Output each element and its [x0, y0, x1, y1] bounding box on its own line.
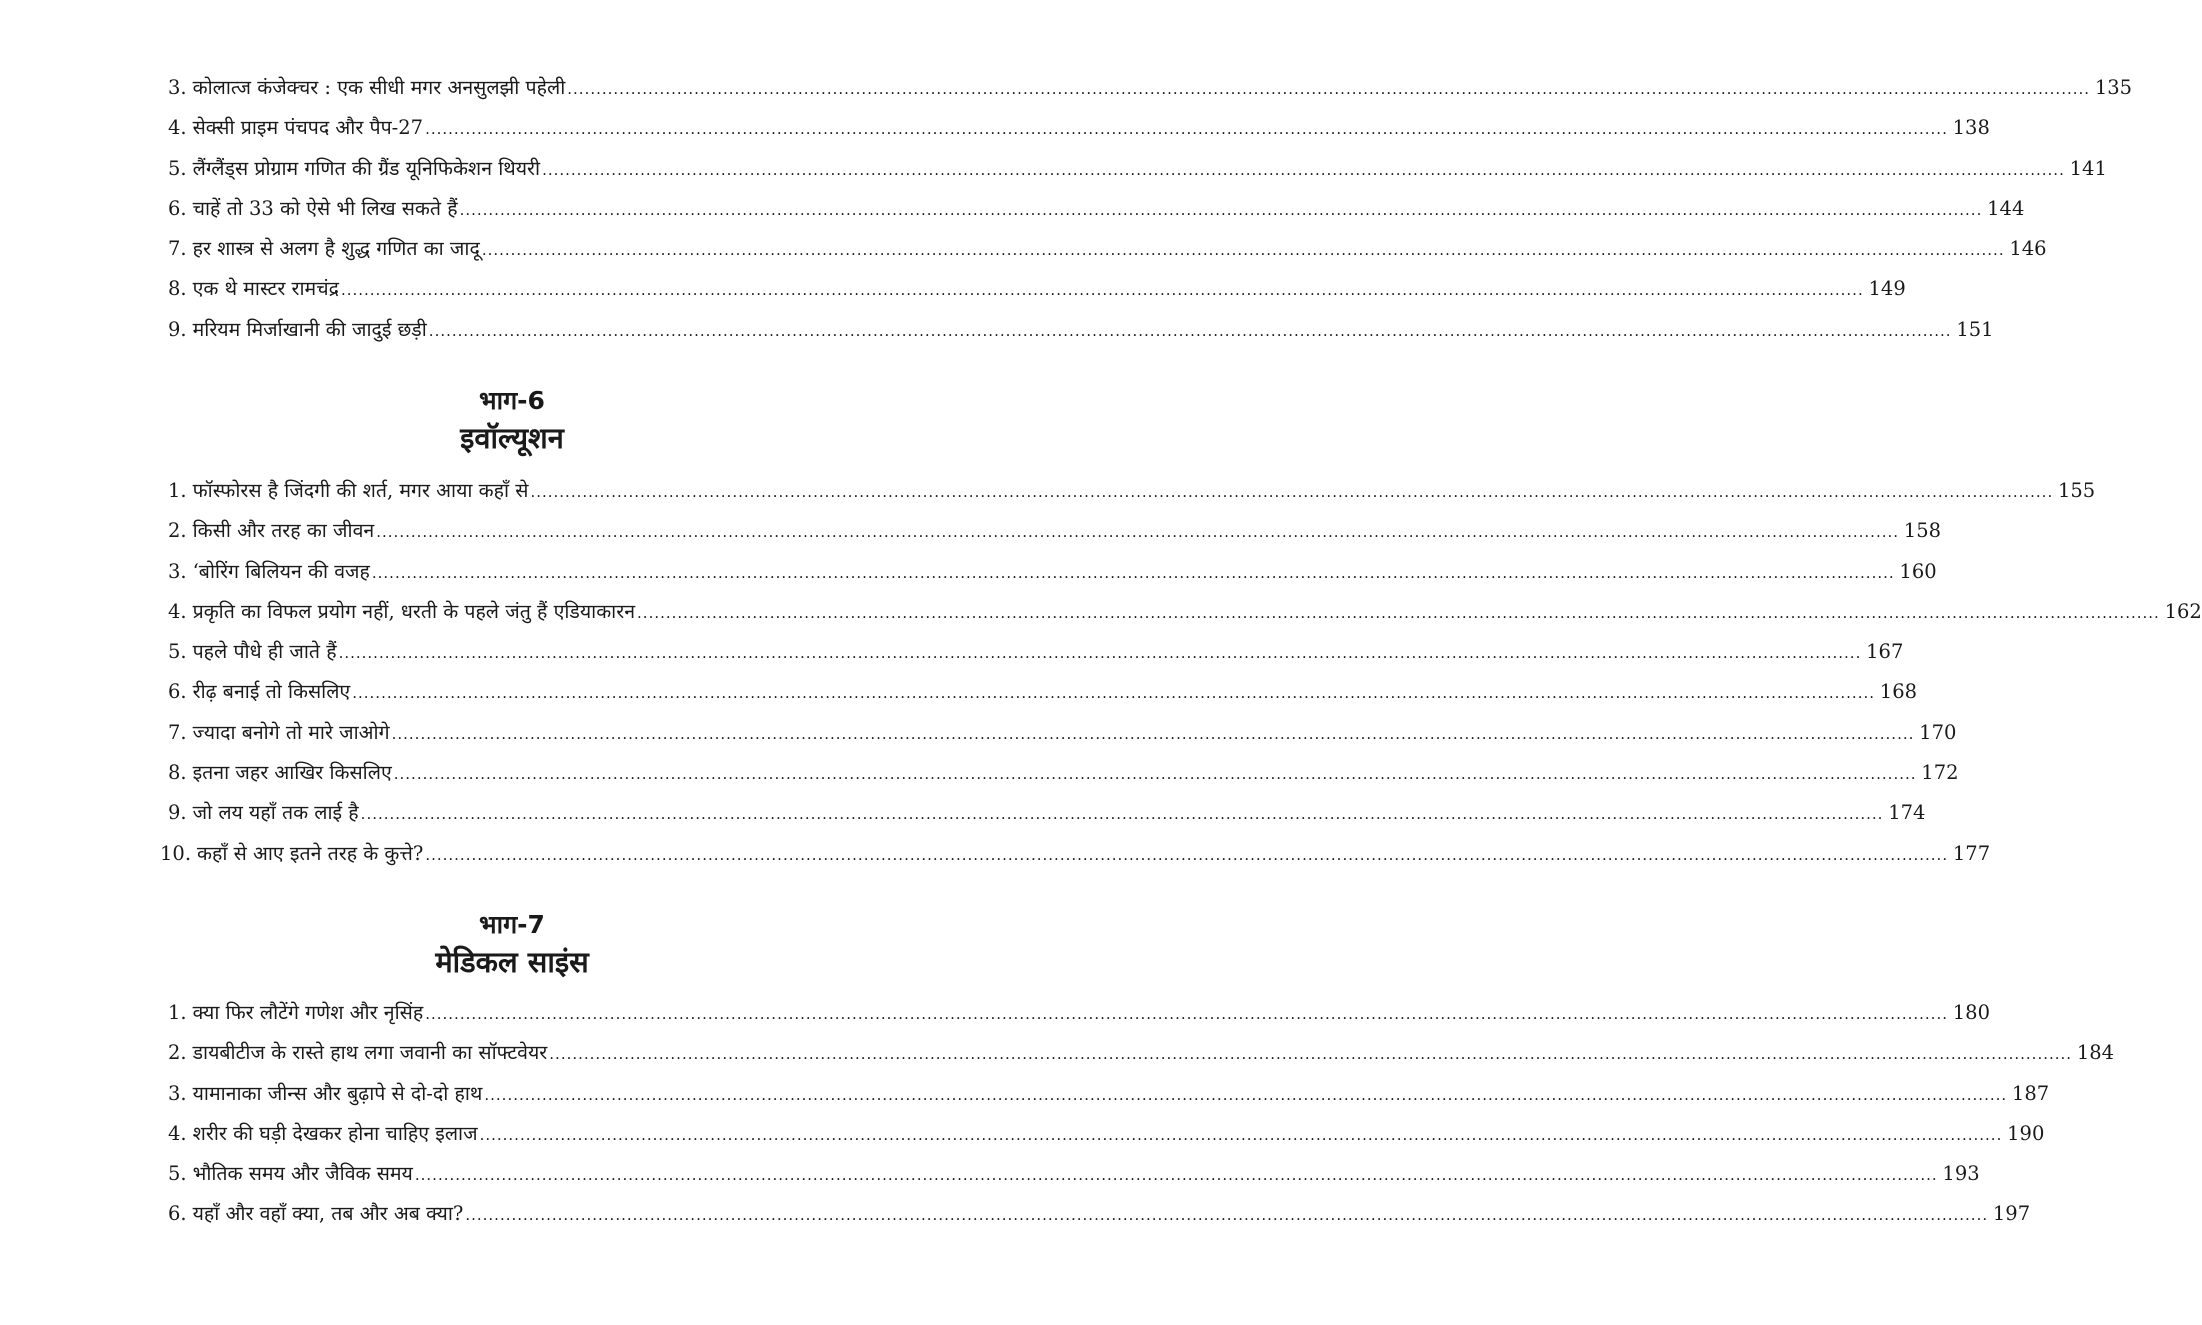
toc-entry	[168, 1114, 2045, 1154]
entry-number: 2.	[168, 519, 187, 543]
toc-entry	[168, 1154, 1980, 1194]
entry-number: 6.	[168, 1202, 187, 1226]
entry-number: 10.	[160, 841, 192, 865]
entry-page-number: 167	[1866, 640, 1904, 664]
dot-leader	[429, 311, 1952, 351]
entry-title: सेक्सी प्राइम पंचपद और पैप-27	[192, 116, 424, 140]
entry-page-number: 151	[1956, 317, 1994, 341]
entry-page-number: 184	[2076, 1041, 2115, 1065]
entry-number: 3.	[168, 559, 187, 583]
entry-title: क्या फिर लौटेंगे गणेश और नृसिंह	[192, 1001, 424, 1024]
dot-leader	[352, 673, 1875, 713]
dot-leader	[376, 512, 1899, 552]
part-label: भाग-6	[479, 386, 545, 415]
entry-title: हर शास्त्र से अलग है शुद्ध गणित का जादू	[192, 237, 480, 261]
dot-leader	[460, 190, 1983, 230]
entry-page-number: 187	[2011, 1081, 2050, 1105]
dot-leader	[341, 270, 1864, 310]
entry-title: कहाँ से आए इतने तरह के कुत्ते?	[197, 841, 424, 865]
toc-entry	[168, 753, 1959, 793]
entry-number: 5.	[168, 156, 187, 180]
toc-entry	[168, 993, 1990, 1033]
entry-page-number: 162	[2164, 599, 2202, 623]
entry-title: चाहें तो 33 को ऐसे भी लिख सकते हैं	[192, 196, 458, 220]
toc-entry	[168, 592, 2202, 632]
dot-leader	[530, 472, 2053, 512]
toc-entry	[168, 108, 1990, 148]
toc-entry	[168, 229, 2047, 269]
entry-title: किसी और तरह का जीवन	[192, 519, 375, 543]
toc-entry	[168, 793, 1926, 833]
entry-title: डायबीटीज के रास्ते हाथ लगा जवानी का सॉफ्टवेयर	[192, 1041, 548, 1065]
entry-page-number: 155	[2057, 479, 2096, 502]
toc-entry	[168, 149, 2107, 189]
entry-page-number: 149	[1868, 277, 1906, 301]
entry-page-number: 168	[1879, 680, 1918, 704]
dot-leader	[394, 754, 1917, 794]
dot-leader	[542, 150, 2065, 190]
toc-entry	[168, 189, 2025, 229]
entry-title: रीढ़ बनाई तो किसलिए	[192, 680, 351, 704]
entry-number: 6.	[168, 196, 187, 220]
dot-leader	[480, 1115, 2003, 1155]
part-heading	[0, 908, 1024, 982]
part-heading	[0, 384, 1024, 458]
entry-title: शरीर की घड़ी देखकर होना चाहिए इलाज	[192, 1121, 478, 1145]
dot-leader	[425, 835, 1948, 875]
toc-entry	[168, 713, 1957, 753]
entry-number: 7.	[168, 720, 187, 744]
toc-entry	[168, 1074, 2050, 1114]
toc-entry	[168, 552, 1937, 592]
entry-number: 9.	[168, 317, 187, 341]
entry-page-number: 172	[1921, 761, 1959, 785]
entry-title: कोलात्ज कंजेक्चर : एक सीधी मगर अनसुलझी पहेली	[192, 76, 566, 99]
entry-number: 8.	[168, 277, 187, 301]
toc-entry	[168, 68, 2133, 108]
entry-number: 5.	[168, 1162, 187, 1186]
entry-page-number: 138	[1952, 116, 1990, 140]
toc-entry	[168, 471, 2096, 511]
part-label: भाग-7	[479, 910, 545, 939]
entry-title: प्रकृति का विफल प्रयोग नहीं, धरती के पहले जंतु हैं एडियाकारन	[192, 599, 636, 623]
entry-title: एक थे मास्टर रामचंद्र	[192, 277, 339, 301]
entry-number: 5.	[168, 640, 187, 664]
toc-entry	[168, 310, 1994, 350]
toc-section-continued	[168, 68, 2133, 350]
entry-page-number: 160	[1899, 559, 1937, 583]
dot-leader	[465, 1195, 1988, 1235]
entry-page-number: 170	[1919, 720, 1957, 744]
toc-entry	[168, 1033, 2115, 1073]
entry-title: यहाँ और वहाँ क्या, तब और अब क्या?	[192, 1202, 464, 1226]
entry-page-number: 180	[1952, 1001, 1990, 1024]
entry-page-number: 135	[2094, 76, 2133, 99]
entry-number: 4.	[168, 116, 187, 140]
part-title: इवॉल्यूशन	[460, 421, 564, 455]
entry-number: 6.	[168, 680, 187, 704]
entry-number: 8.	[168, 761, 187, 785]
entry-title: फॉस्फोरस है जिंदगी की शर्त, मगर आया कहाँ से	[192, 479, 529, 502]
entry-number: 3.	[168, 1081, 187, 1105]
toc-entry	[160, 834, 1991, 874]
dot-leader	[637, 593, 2160, 633]
entry-page-number: 190	[2007, 1121, 2045, 1145]
entry-page-number: 146	[2009, 237, 2047, 261]
entry-page-number: 144	[1987, 196, 2025, 220]
entry-number: 4.	[168, 1121, 187, 1145]
entry-page-number: 193	[1942, 1162, 1980, 1186]
entry-number: 7.	[168, 237, 187, 261]
dot-leader	[372, 553, 1895, 593]
entry-number: 4.	[168, 599, 187, 623]
toc-entry	[168, 269, 1906, 309]
entry-page-number: 141	[2069, 156, 2107, 180]
dot-leader	[482, 230, 2005, 270]
toc-section-part-7	[168, 993, 2115, 1235]
dot-leader	[415, 1155, 1938, 1195]
entry-page-number: 177	[1952, 841, 1991, 865]
dot-leader	[339, 633, 1862, 673]
part-title: मेडिकल साइंस	[435, 945, 589, 979]
entry-title: इतना जहर आखिर किसलिए	[192, 761, 392, 785]
entry-page-number: 174	[1888, 801, 1926, 825]
entry-title: यामानाका जीन्स और बुढ़ापे से दो-दो हाथ	[192, 1081, 483, 1105]
toc-section-part-6	[160, 471, 2202, 874]
dot-leader	[425, 994, 1948, 1034]
entry-title: लैंग्लैंड्स प्रोग्राम गणित की ग्रैंड यूनिफिकेशन थियरी	[192, 156, 541, 180]
dot-leader	[567, 69, 2090, 109]
dot-leader	[484, 1075, 2007, 1115]
dot-leader	[425, 109, 1948, 149]
entry-title: ‘बोरिंग बिलियन की वजह	[192, 559, 370, 583]
entry-number: 1.	[168, 479, 187, 502]
toc-entry	[168, 632, 1904, 672]
dot-leader	[392, 714, 1915, 754]
entry-number: 9.	[168, 801, 187, 825]
entry-title: पहले पौधे ही जाते हैं	[192, 640, 337, 664]
toc-entry	[168, 1194, 2031, 1234]
entry-number: 1.	[168, 1001, 187, 1024]
entry-page-number: 197	[1992, 1202, 2031, 1226]
entry-page-number: 158	[1903, 519, 1942, 543]
entry-title: जो लय यहाँ तक लाई है	[192, 801, 359, 825]
entry-title: ज्यादा बनोगे तो मारे जाओगे	[192, 720, 390, 744]
dot-leader	[361, 794, 1884, 834]
entry-number: 3.	[168, 76, 187, 99]
entry-number: 2.	[168, 1041, 187, 1065]
entry-title: भौतिक समय और जैविक समय	[192, 1162, 413, 1186]
toc-entry	[168, 511, 1942, 551]
dot-leader	[549, 1034, 2072, 1074]
entry-title: मरियम मिर्जाखानी की जादुई छड़ी	[192, 317, 427, 341]
toc-entry	[168, 672, 1918, 712]
